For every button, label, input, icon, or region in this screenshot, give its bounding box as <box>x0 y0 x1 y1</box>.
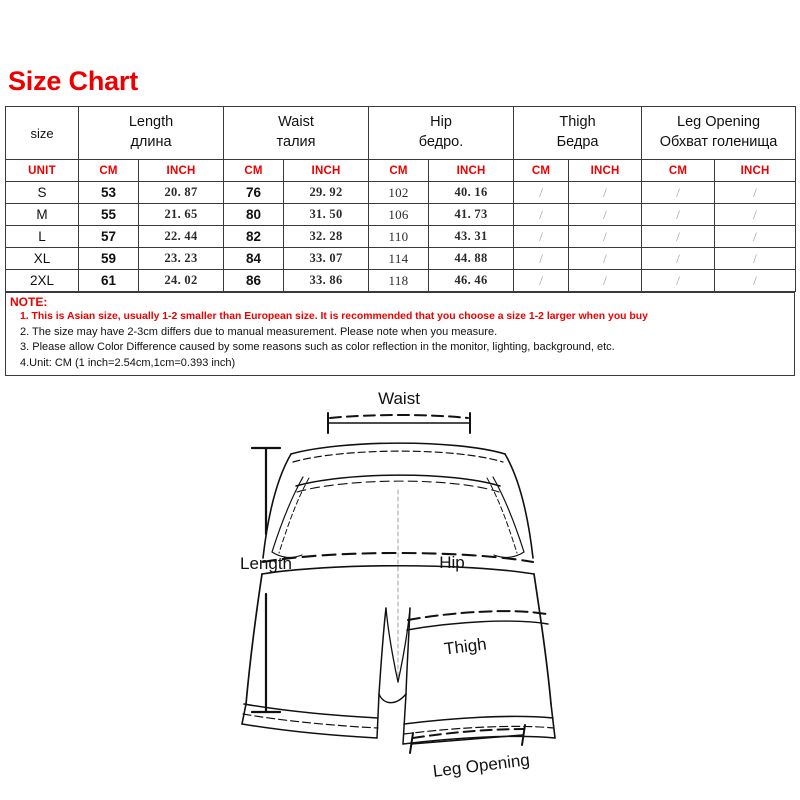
size-chart-table <box>5 106 796 292</box>
cell-hip-cm: 110 <box>369 226 429 248</box>
header-size: size <box>6 107 79 160</box>
cell-length-inch: 22. 44 <box>139 226 224 248</box>
cell-waist-inch: 31. 50 <box>284 204 369 226</box>
diagram-label-waist: Waist <box>378 389 420 408</box>
cell-length-cm: 55 <box>79 204 139 226</box>
cell-hip-cm: 106 <box>369 204 429 226</box>
cell-leg-cm: / <box>642 182 715 204</box>
unit-waist-inch: INCH <box>284 160 369 182</box>
unit-waist-cm: CM <box>224 160 284 182</box>
cell-waist-cm: 80 <box>224 204 284 226</box>
cell-thigh-inch: / <box>569 226 642 248</box>
cell-leg-inch: / <box>715 226 796 248</box>
cell-thigh-inch: / <box>569 204 642 226</box>
cell-waist-inch: 29. 92 <box>284 182 369 204</box>
cell-length-cm: 61 <box>79 270 139 292</box>
diagram-label-hip: Hip <box>439 553 465 572</box>
cell-length-inch: 23. 23 <box>139 248 224 270</box>
cell-length-cm: 57 <box>79 226 139 248</box>
cell-thigh-cm: / <box>514 226 569 248</box>
unit-leg-cm: CM <box>642 160 715 182</box>
unit-thigh-cm: CM <box>514 160 569 182</box>
diagram-label-length: Length <box>240 554 292 573</box>
header-group-length-en: Length <box>128 114 174 131</box>
cell-hip-cm: 118 <box>369 270 429 292</box>
header-group-leg-opening-ru: Обхват голенища <box>659 134 778 150</box>
cell-size: 2XL <box>6 270 79 292</box>
cell-waist-cm: 76 <box>224 182 284 204</box>
note-line-2: 2. The size may have 2-3cm differs due to manual measurement. Please note when you measure. <box>20 325 498 338</box>
table-row <box>6 182 796 204</box>
unit-length-cm: CM <box>79 160 139 182</box>
cell-size: L <box>6 226 79 248</box>
cell-waist-inch: 33. 86 <box>284 270 369 292</box>
cell-thigh-inch: / <box>569 182 642 204</box>
cell-hip-inch: 40. 16 <box>429 182 514 204</box>
cell-hip-cm: 114 <box>369 248 429 270</box>
cell-size: XL <box>6 248 79 270</box>
diagram-label-thigh: Thigh <box>443 634 488 659</box>
cell-length-inch: 20. 87 <box>139 182 224 204</box>
page-title: Size Chart <box>8 66 139 96</box>
header-group-leg-opening <box>642 107 796 160</box>
unit-length-inch: INCH <box>139 160 224 182</box>
cell-leg-inch: / <box>715 204 796 226</box>
cell-leg-cm: / <box>642 226 715 248</box>
cell-leg-cm: / <box>642 204 715 226</box>
table-unit-row <box>6 160 796 182</box>
cell-waist-cm: 82 <box>224 226 284 248</box>
table-group-header-row <box>6 107 796 160</box>
cell-size: M <box>6 204 79 226</box>
cell-leg-cm: / <box>642 248 715 270</box>
cell-hip-inch: 41. 73 <box>429 204 514 226</box>
header-group-thigh <box>514 107 642 160</box>
header-group-leg-opening-en: Leg Opening <box>677 114 761 131</box>
header-group-thigh-ru: Бедра <box>556 134 599 150</box>
cell-thigh-inch: / <box>569 248 642 270</box>
cell-hip-cm: 102 <box>369 182 429 204</box>
header-group-thigh-en: Thigh <box>559 114 596 131</box>
note-title: NOTE: <box>10 295 48 309</box>
table-row <box>6 270 796 292</box>
table-row <box>6 204 796 226</box>
cell-leg-inch: / <box>715 270 796 292</box>
cell-waist-cm: 86 <box>224 270 284 292</box>
cell-hip-inch: 46. 46 <box>429 270 514 292</box>
cell-thigh-cm: / <box>514 270 569 292</box>
cell-length-inch: 21. 65 <box>139 204 224 226</box>
diagram-label-leg-opening: Leg Opening <box>431 750 531 781</box>
cell-hip-inch: 43. 31 <box>429 226 514 248</box>
unit-leg-inch: INCH <box>715 160 796 182</box>
header-group-waist-en: Waist <box>278 114 314 131</box>
cell-waist-cm: 84 <box>224 248 284 270</box>
cell-length-inch: 24. 02 <box>139 270 224 292</box>
note-line-1: 1. This is Asian size, usually 1-2 smaller than European size. It is recommended that you choose a size 1-2 larger when you buy <box>20 311 648 322</box>
cell-waist-inch: 32. 28 <box>284 226 369 248</box>
unit-hip-inch: INCH <box>429 160 514 182</box>
note-line-4: 4.Unit: CM (1 inch=2.54cm,1cm=0.393 inch) <box>20 356 236 369</box>
cell-leg-cm: / <box>642 270 715 292</box>
header-group-length <box>79 107 224 160</box>
cell-hip-inch: 44. 88 <box>429 248 514 270</box>
unit-label: UNIT <box>6 160 79 182</box>
shorts-measurement-diagram <box>0 382 800 800</box>
cell-thigh-inch: / <box>569 270 642 292</box>
cell-length-cm: 53 <box>79 182 139 204</box>
note-line-3: 3. Please allow Color Difference caused by some reasons such as color reflection in the monitor, lighting, background, etc. <box>20 341 615 354</box>
table-row <box>6 226 796 248</box>
header-group-waist <box>224 107 369 160</box>
cell-size: S <box>6 182 79 204</box>
header-group-hip-en: Hip <box>430 114 452 131</box>
cell-leg-inch: / <box>715 248 796 270</box>
header-group-hip <box>369 107 514 160</box>
note-block <box>5 292 795 376</box>
cell-leg-inch: / <box>715 182 796 204</box>
unit-thigh-inch: INCH <box>569 160 642 182</box>
header-group-hip-ru: бедро. <box>418 134 464 150</box>
cell-waist-inch: 33. 07 <box>284 248 369 270</box>
cell-thigh-cm: / <box>514 204 569 226</box>
header-group-waist-ru: талия <box>276 134 316 150</box>
cell-thigh-cm: / <box>514 248 569 270</box>
header-group-length-ru: длина <box>130 134 172 150</box>
unit-hip-cm: CM <box>369 160 429 182</box>
table-row <box>6 248 796 270</box>
cell-thigh-cm: / <box>514 182 569 204</box>
cell-length-cm: 59 <box>79 248 139 270</box>
